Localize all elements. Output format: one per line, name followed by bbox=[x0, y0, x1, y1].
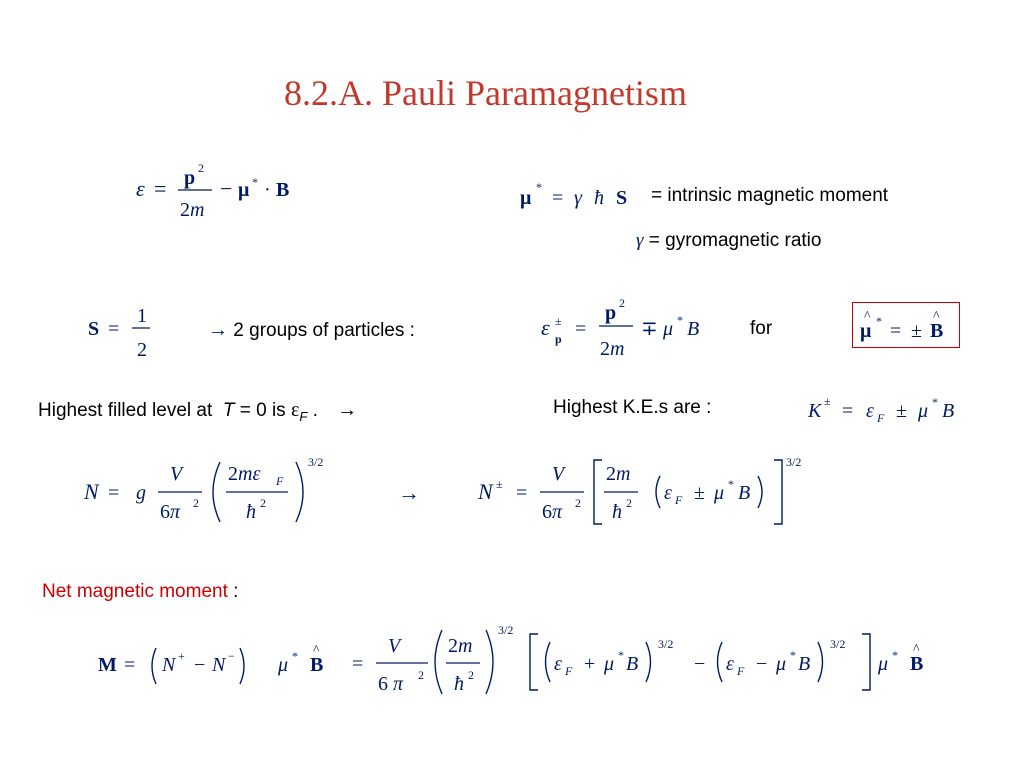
n-pm-equation bbox=[478, 452, 818, 537]
eps-pm-equation bbox=[541, 291, 721, 376]
svg-text:2: 2 bbox=[260, 496, 266, 510]
svg-text:ħ: ħ bbox=[246, 501, 256, 523]
net-moment-text bbox=[42, 581, 238, 603]
svg-text:p: p bbox=[555, 332, 562, 346]
highest-filled-label: Highest filled level at bbox=[38, 400, 213, 421]
svg-text:p: p bbox=[605, 302, 617, 324]
svg-text:*: * bbox=[536, 180, 542, 194]
highest-ke-label: Highest K.E.s are : bbox=[553, 397, 712, 418]
svg-text:2m: 2m bbox=[180, 199, 205, 221]
mu-star-equation bbox=[520, 174, 650, 219]
gyromagnetic-text: = gyromagnetic ratio bbox=[648, 230, 822, 251]
svg-text:μ: μ bbox=[878, 653, 889, 675]
svg-text:−: − bbox=[228, 649, 235, 663]
svg-text:=: = bbox=[108, 318, 120, 340]
svg-text:g: g bbox=[136, 482, 146, 504]
svg-text:6π: 6π bbox=[160, 501, 181, 523]
svg-text:μ: μ bbox=[604, 653, 615, 675]
arrow-icon: → bbox=[337, 399, 358, 421]
svg-text:+: + bbox=[178, 649, 185, 663]
svg-text:B: B bbox=[798, 653, 811, 675]
svg-text:F: F bbox=[675, 493, 683, 507]
svg-text:γ: γ bbox=[574, 187, 582, 209]
svg-text:2: 2 bbox=[418, 668, 424, 682]
svg-text:V: V bbox=[552, 463, 565, 485]
svg-text:·: · bbox=[264, 179, 271, 201]
fermi-subscript: F bbox=[299, 408, 308, 424]
svg-text:2m: 2m bbox=[448, 635, 473, 657]
svg-text:μ: μ bbox=[278, 654, 289, 676]
svg-text:F: F bbox=[565, 664, 573, 678]
svg-text:B: B bbox=[942, 400, 955, 422]
svg-text:N: N bbox=[212, 654, 226, 676]
svg-text:2: 2 bbox=[575, 496, 581, 510]
svg-text:μ: μ bbox=[714, 482, 725, 504]
m-expanded-equation bbox=[352, 622, 942, 711]
svg-text:3/2: 3/2 bbox=[308, 455, 324, 469]
net-moment-colon: : bbox=[233, 581, 239, 602]
svg-text:^: ^ bbox=[933, 309, 940, 324]
intrinsic-moment-label: = intrinsic magnetic moment bbox=[651, 185, 889, 206]
svg-text:−: − bbox=[756, 653, 768, 675]
highest-filled-dot: . bbox=[312, 400, 318, 421]
epsilon-symbol: ε bbox=[290, 399, 300, 421]
svg-text:*: * bbox=[892, 648, 898, 662]
svg-text:*: * bbox=[728, 477, 734, 491]
two-groups-label: 2 groups of particles : bbox=[233, 320, 415, 341]
svg-text:=: = bbox=[108, 482, 120, 504]
svg-text:B: B bbox=[626, 653, 639, 675]
k-pm-equation bbox=[808, 390, 978, 435]
svg-text:^: ^ bbox=[864, 309, 871, 324]
temperature-symbol: T bbox=[222, 400, 235, 421]
svg-text:F: F bbox=[737, 664, 745, 678]
gyromagnetic-label bbox=[636, 230, 821, 252]
svg-text:3/2: 3/2 bbox=[498, 623, 514, 637]
energy-equation bbox=[136, 152, 316, 237]
svg-text:=: = bbox=[890, 320, 902, 342]
svg-text:^: ^ bbox=[913, 642, 920, 657]
svg-text:2m: 2m bbox=[600, 338, 625, 360]
svg-text:±: ± bbox=[911, 320, 922, 342]
svg-text:2: 2 bbox=[626, 496, 632, 510]
svg-text:−: − bbox=[194, 654, 206, 676]
svg-text:ħ: ħ bbox=[612, 501, 622, 523]
svg-text:B: B bbox=[738, 482, 751, 504]
svg-text:+: + bbox=[584, 653, 596, 675]
svg-text:ħ: ħ bbox=[454, 673, 464, 695]
svg-text:±: ± bbox=[896, 400, 907, 422]
svg-text:N: N bbox=[478, 479, 493, 504]
svg-text:μ: μ bbox=[663, 318, 674, 340]
svg-text:*: * bbox=[252, 175, 258, 189]
svg-text:=: = bbox=[552, 187, 564, 209]
svg-text:*: * bbox=[618, 648, 624, 662]
svg-text:=: = bbox=[154, 176, 167, 201]
svg-text:=: = bbox=[842, 400, 854, 422]
svg-text:3/2: 3/2 bbox=[786, 455, 802, 469]
svg-text:ε: ε bbox=[541, 315, 550, 340]
svg-text:±: ± bbox=[824, 394, 831, 408]
arrow-icon: → bbox=[398, 480, 420, 505]
svg-text:B: B bbox=[910, 653, 924, 675]
highest-filled-text bbox=[38, 399, 357, 424]
svg-text:=: = bbox=[516, 482, 528, 504]
spin-equation bbox=[88, 296, 168, 371]
svg-text:1: 1 bbox=[137, 305, 147, 327]
svg-text:2: 2 bbox=[198, 161, 204, 175]
svg-text:∓: ∓ bbox=[641, 318, 658, 340]
svg-text:M: M bbox=[98, 654, 117, 676]
svg-text:6π: 6π bbox=[542, 501, 563, 523]
svg-text:6 π: 6 π bbox=[378, 673, 404, 695]
svg-text:K: K bbox=[808, 400, 822, 422]
svg-text:2m: 2m bbox=[606, 463, 631, 485]
svg-text:±: ± bbox=[694, 482, 705, 504]
slide-title: 8.2.A. Pauli Paramagnetism bbox=[284, 73, 687, 113]
svg-text:ε: ε bbox=[554, 653, 562, 675]
net-moment-label: Net magnetic moment bbox=[42, 581, 228, 602]
two-groups-text bbox=[208, 319, 415, 342]
svg-text:ε: ε bbox=[726, 653, 734, 675]
svg-text:^: ^ bbox=[313, 643, 320, 658]
for-label: for bbox=[750, 318, 773, 339]
svg-text:2: 2 bbox=[137, 339, 147, 361]
svg-text:*: * bbox=[932, 395, 938, 409]
arrow-icon: → bbox=[208, 319, 228, 341]
svg-text:±: ± bbox=[496, 477, 503, 491]
svg-text:*: * bbox=[876, 314, 882, 328]
svg-text:3/2: 3/2 bbox=[830, 637, 846, 651]
svg-text:ε: ε bbox=[866, 400, 874, 422]
svg-text:S: S bbox=[616, 187, 628, 209]
svg-text:=: = bbox=[352, 653, 364, 675]
svg-text:p: p bbox=[184, 167, 196, 189]
n-equation bbox=[84, 452, 354, 537]
svg-text:S: S bbox=[88, 318, 100, 340]
svg-text:2: 2 bbox=[193, 496, 199, 510]
m-equation bbox=[98, 640, 338, 695]
svg-text:B: B bbox=[930, 320, 944, 342]
svg-text:2mε: 2mε bbox=[228, 463, 261, 485]
svg-text:ε: ε bbox=[136, 176, 145, 201]
svg-text:*: * bbox=[790, 648, 796, 662]
svg-text:*: * bbox=[677, 313, 683, 327]
svg-text:2: 2 bbox=[468, 668, 474, 682]
svg-text:ħ: ħ bbox=[594, 187, 604, 209]
svg-text:B: B bbox=[310, 654, 324, 676]
svg-text:V: V bbox=[170, 463, 183, 485]
svg-text:N: N bbox=[162, 654, 176, 676]
gamma-symbol: γ bbox=[636, 230, 644, 251]
svg-text:μ: μ bbox=[776, 653, 787, 675]
svg-text:N: N bbox=[84, 479, 99, 504]
svg-text:*: * bbox=[292, 649, 298, 663]
svg-text:F: F bbox=[877, 411, 885, 425]
svg-text:−: − bbox=[220, 176, 233, 201]
svg-text:μ: μ bbox=[860, 320, 872, 342]
svg-text:ε: ε bbox=[664, 482, 672, 504]
svg-text:3/2: 3/2 bbox=[658, 637, 674, 651]
svg-text:2: 2 bbox=[619, 296, 625, 310]
svg-text:V: V bbox=[388, 635, 401, 657]
svg-text:F: F bbox=[276, 474, 284, 488]
svg-text:μ: μ bbox=[238, 179, 250, 201]
svg-text:±: ± bbox=[555, 314, 562, 328]
svg-text:=: = bbox=[575, 318, 587, 340]
svg-text:−: − bbox=[694, 653, 706, 675]
svg-text:μ: μ bbox=[520, 187, 532, 209]
highest-filled-mid: = 0 is bbox=[239, 400, 286, 421]
svg-text:B: B bbox=[276, 179, 290, 201]
mu-hat-equation bbox=[860, 306, 960, 351]
svg-text:B: B bbox=[687, 318, 700, 340]
svg-text:=: = bbox=[124, 654, 136, 676]
svg-text:μ: μ bbox=[918, 400, 929, 422]
